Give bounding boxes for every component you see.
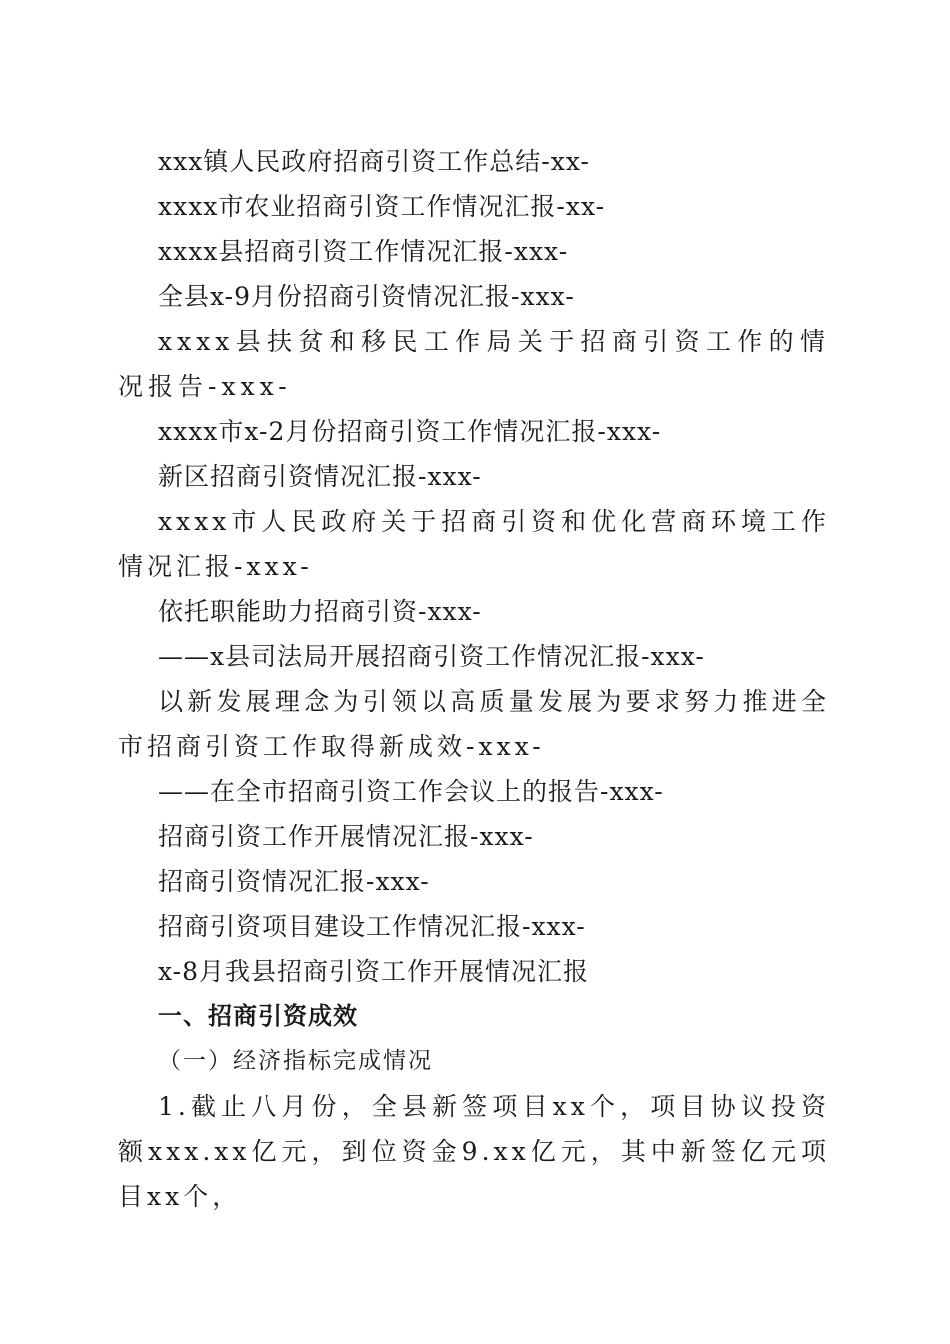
toc-line: 全县x-9月份招商引资情况汇报-xxx-	[158, 282, 575, 311]
toc-line: 以新发展理念为引领以高质量发展为要求努力推进全市招商引资工作取得新成效-xxx-	[118, 687, 830, 761]
toc-line: 新区招商引资情况汇报-xxx-	[158, 462, 482, 491]
toc-line: 招商引资项目建设工作情况汇报-xxx-	[158, 912, 586, 941]
toc-line: xxxx市x-2月份招商引资工作情况汇报-xxx-	[158, 417, 662, 446]
toc-line: 依托职能助力招商引资-xxx-	[158, 597, 482, 626]
toc-line: xxxx县招商引资工作情况汇报-xxx-	[158, 237, 569, 266]
body-paragraph: 1.截止八月份，全县新签项目xx个，项目协议投资额xxx.xx亿元，到位资金9.xx亿元，其中新签亿元项目xx个，	[118, 1092, 830, 1211]
document-body	[118, 139, 830, 1219]
toc-line: 招商引资情况汇报-xxx-	[158, 867, 430, 896]
toc-line: ——x县司法局开展招商引资工作情况汇报-xxx-	[158, 642, 705, 671]
toc-line: ——在全市招商引资工作会议上的报告-xxx-	[158, 777, 664, 806]
section-heading: 一、招商引资成效	[158, 1002, 358, 1030]
toc-line: xxxx市农业招商引资工作情况汇报-xx-	[158, 192, 606, 221]
toc-line: xxxx县扶贫和移民工作局关于招商引资工作的情况报告-xxx-	[118, 327, 830, 401]
toc-line: xxxx市人民政府关于招商引资和优化营商环境工作情况汇报-xxx-	[118, 507, 830, 581]
toc-line: 招商引资工作开展情况汇报-xxx-	[158, 822, 534, 851]
subsection-heading: （一）经济指标完成情况	[158, 1048, 433, 1074]
toc-line: xxx镇人民政府招商引资工作总结-xx-	[158, 147, 590, 176]
toc-line: x-8月我县招商引资工作开展情况汇报	[158, 957, 590, 986]
